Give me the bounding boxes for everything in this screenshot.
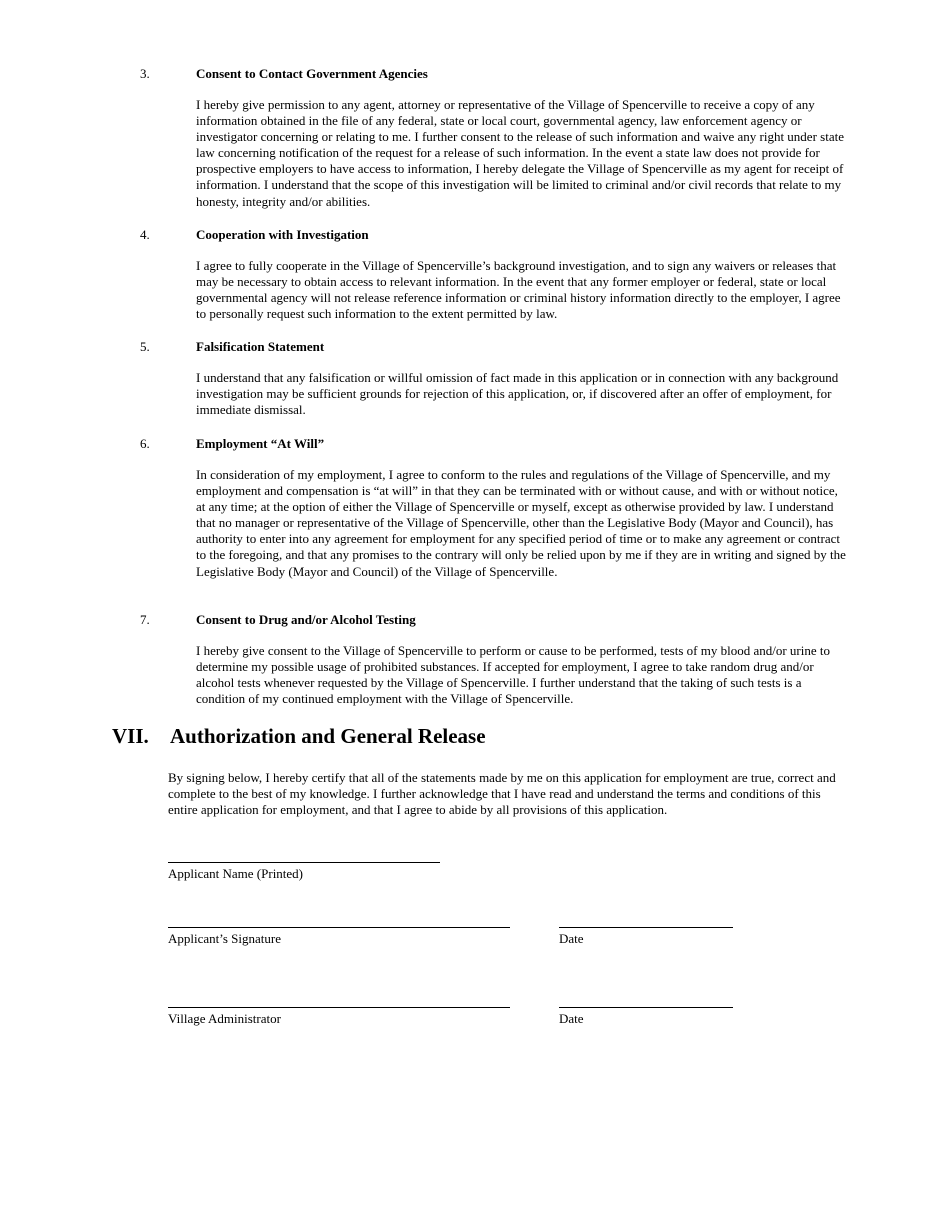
- section-title: [112, 723, 486, 749]
- section-roman-numeral: VII.: [112, 724, 149, 748]
- section-title-text: Authorization and General Release: [170, 724, 486, 748]
- date-line-1[interactable]: [559, 927, 733, 928]
- item-number: 7.: [140, 612, 150, 627]
- applicant-signature-line[interactable]: [168, 927, 510, 928]
- date-line-2[interactable]: [559, 1007, 733, 1008]
- item-heading: Cooperation with Investigation: [196, 227, 369, 242]
- item-paragraph: I understand that any falsification or willful omission of fact made in this application or in connection with any background investigation may be sufficient grounds for rejection of this application, or, if discovered after an offer of employment, for immediate dismissal.: [196, 370, 839, 418]
- applicant-signature-label: Applicant’s Signature: [168, 931, 282, 946]
- date-label-1: Date: [559, 931, 584, 946]
- item-number: 3.: [140, 66, 150, 81]
- item-paragraph: I hereby give consent to the Village of Spencerville to perform or cause to be performed, tests of my blood and/or urine to determine my possible usage of prohibited substances. If accepted for employment, I agree to take random drug and/or alcohol tests whenever requested by the Village of Spencerville. I further understand that the taking of such tests is a condition of my continued employment with the Village of Spencerville.: [196, 643, 830, 707]
- item-paragraph: I hereby give permission to any agent, attorney or representative of the Village of Spencerville to receive a copy of any information obtained in the file of any federal, state or local court, governmental agency, law enforcement agency or investigator concerning or relating to me. I further consent to the release of such information and waive any right under state law concerning notification of the request for a release of such information. In the event a state law does not provide for prospective employers to have access to information, I hereby delegate the Village of Spencerville as my agent for receipt of information. I understand that the scope of this investigation will be limited to criminal and/or civil records that relate to my honesty, integrity and/or abilities.: [196, 97, 844, 209]
- date-label-2: Date: [559, 1011, 584, 1026]
- item-heading: Employment “At Will”: [196, 436, 325, 451]
- item-heading: Consent to Drug and/or Alcohol Testing: [196, 612, 416, 627]
- item-number: 4.: [140, 227, 150, 242]
- village-administrator-line[interactable]: [168, 1007, 510, 1008]
- item-paragraph: I agree to fully cooperate in the Village of Spencerville’s background investigation, and to sign any waivers or releases that may be necessary to obtain access to relevant information. In the event that any former employer or federal, state or local governmental agency will not release reference information or criminal history information directly to the employer, I agree to personally request such information to the extent permitted by law.: [196, 258, 841, 322]
- applicant-name-label: Applicant Name (Printed): [168, 866, 304, 881]
- item-number: 5.: [140, 339, 150, 354]
- applicant-name-line[interactable]: [168, 862, 440, 863]
- item-paragraph: In consideration of my employment, I agree to conform to the rules and regulations of the Village of Spencerville, and my employment and compensation is “at will” in that they can be terminated with or without cause, and with or without notice, at any time; at the option of either the Village of Spencerville or myself, except as otherwise provided by law. I understand that no manager or representative of the Village of Spencerville, other than the Legislative Body (Mayor and Council), has authority to enter into any agreement for employment for any specified period of time or to make any agreement or contract to the foregoing, and that any promises to the contrary will only be relied upon by me if they are in writing and signed by the Legislative Body (Mayor and Council) of the Village of Spencerville.: [196, 467, 846, 579]
- village-administrator-label: Village Administrator: [168, 1011, 281, 1026]
- item-heading: Falsification Statement: [196, 339, 325, 354]
- certification-paragraph: By signing below, I hereby certify that all of the statements made by me on this application for employment are true, correct and complete to the best of my knowledge. I further acknowledge that I have read and understand the terms and conditions of this entire application for employment, and that I agree to abide by all provisions of this application.: [168, 770, 836, 818]
- item-heading: Consent to Contact Government Agencies: [196, 66, 428, 81]
- item-number: 6.: [140, 436, 150, 451]
